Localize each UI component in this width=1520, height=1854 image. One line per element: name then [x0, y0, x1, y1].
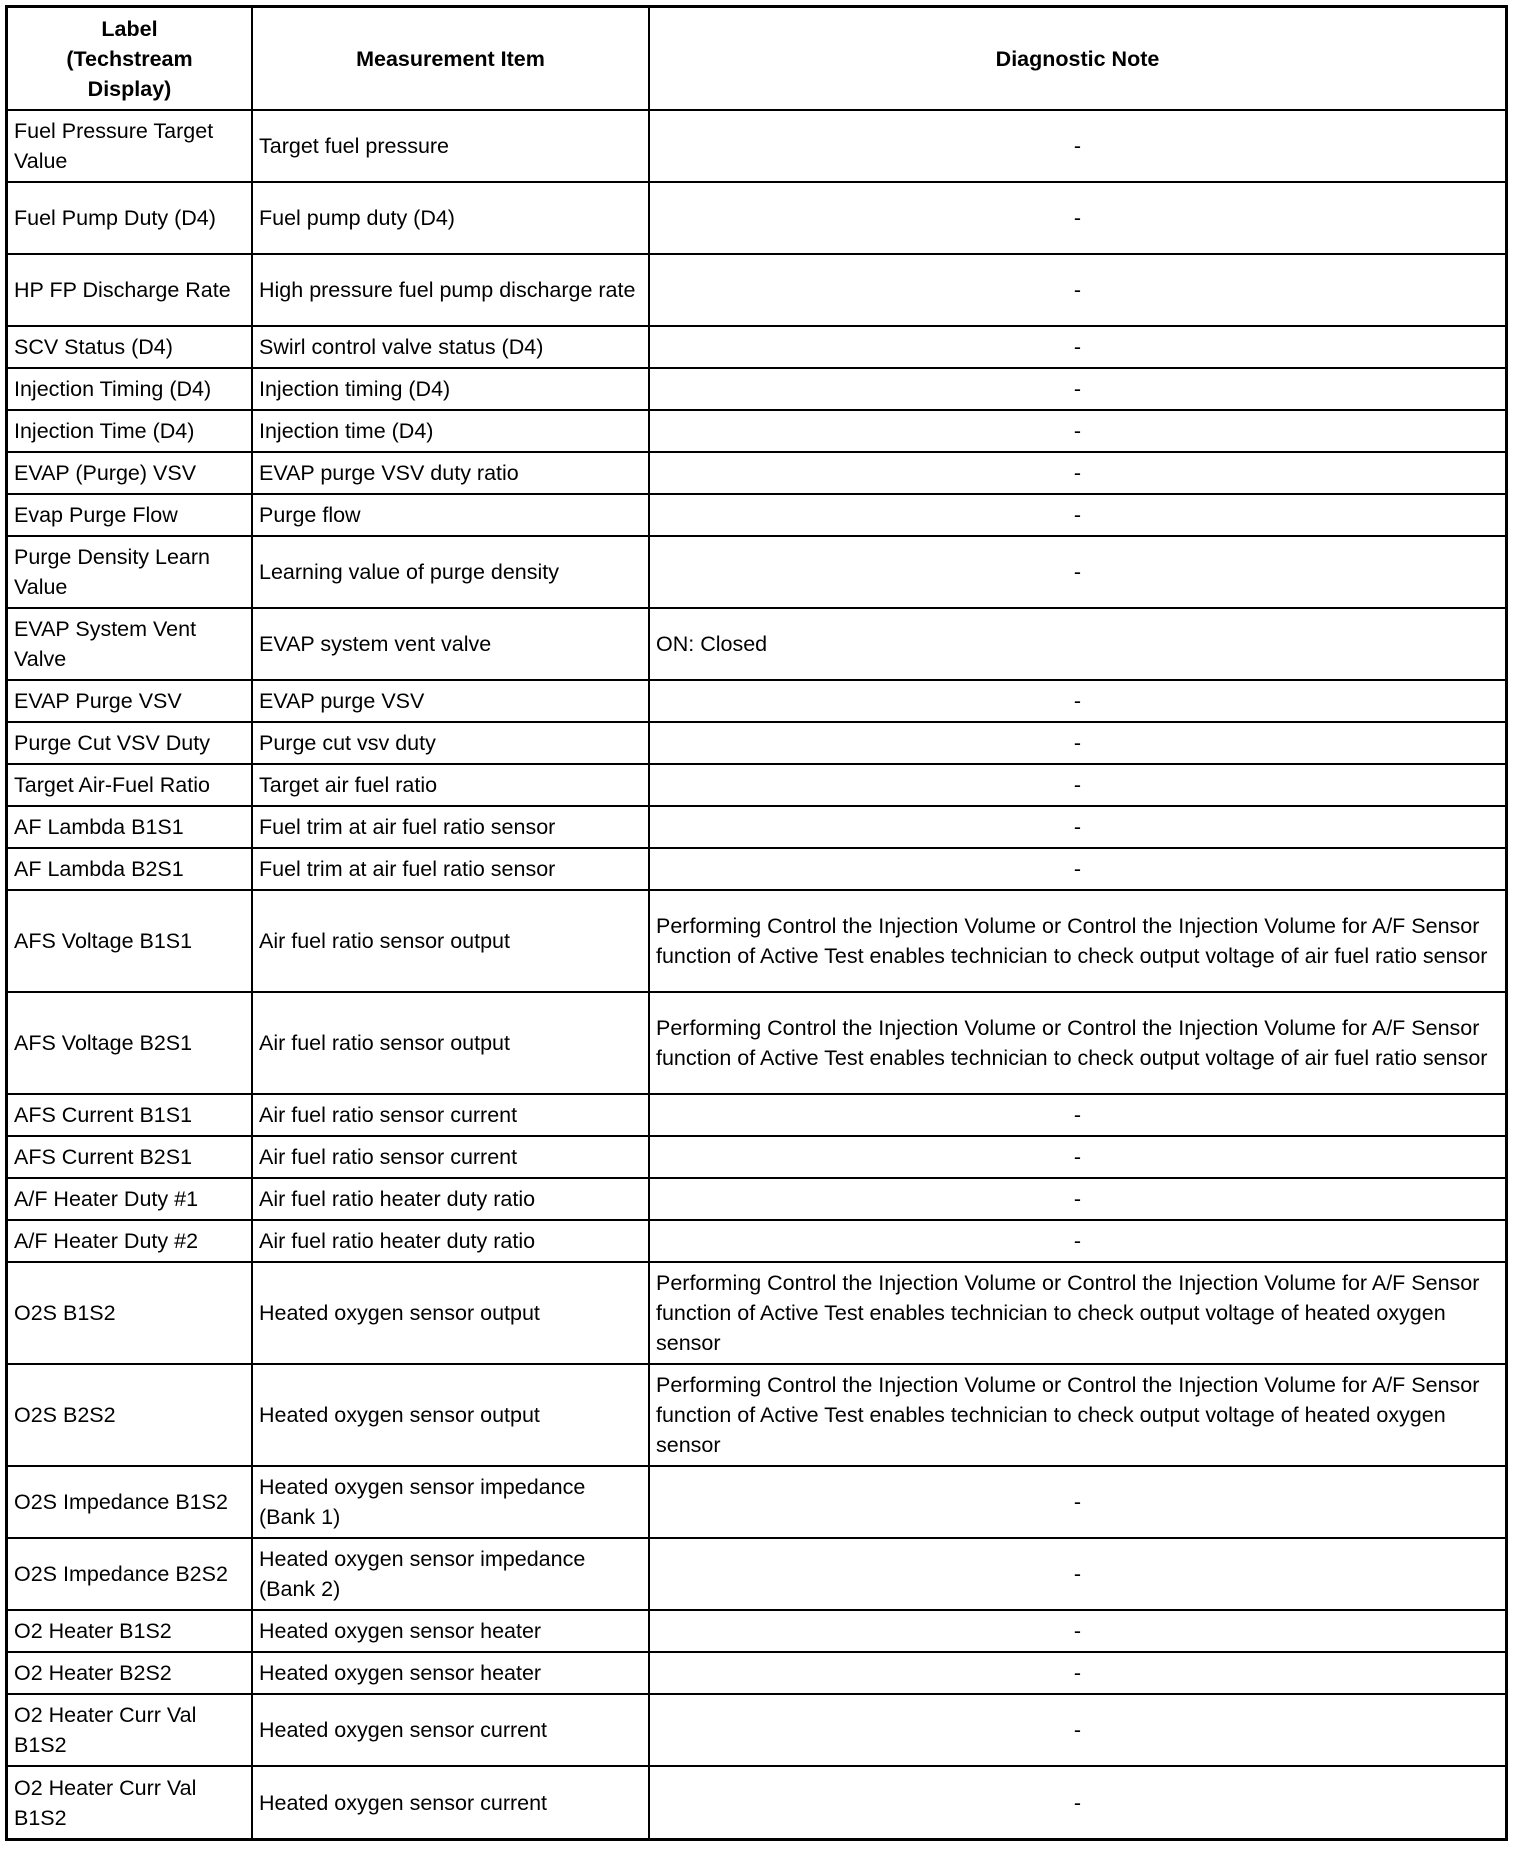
row-label-cell: O2 Heater Curr Val B1S2: [8, 1694, 252, 1766]
table-row: [8, 806, 1505, 848]
row-label-cell: EVAP System Vent Valve: [8, 608, 252, 680]
row-measurement-item-cell: High pressure fuel pump discharge rate: [252, 254, 649, 326]
row-diagnostic-note-cell: -: [649, 110, 1505, 182]
row-label-cell: O2 Heater Curr Val B1S2: [8, 1766, 252, 1838]
row-diagnostic-note-cell: -: [649, 1466, 1505, 1538]
row-diagnostic-note-cell: -: [649, 806, 1505, 848]
row-label-cell: AFS Current B2S1: [8, 1136, 252, 1178]
row-diagnostic-note-cell: ON: Closed: [649, 608, 1505, 680]
table-row: [8, 368, 1505, 410]
header-label: Label (Techstream Display): [8, 8, 252, 110]
row-label-cell: AF Lambda B2S1: [8, 848, 252, 890]
row-measurement-item-cell: Air fuel ratio sensor output: [252, 992, 649, 1094]
row-label-cell: O2S Impedance B1S2: [8, 1466, 252, 1538]
row-label-cell: Injection Time (D4): [8, 410, 252, 452]
row-measurement-item-cell: Heated oxygen sensor output: [252, 1262, 649, 1364]
row-measurement-item-cell: Purge cut vsv duty: [252, 722, 649, 764]
table-row: [8, 1610, 1505, 1652]
data-list-table: [8, 8, 1505, 1838]
table-row: [8, 1364, 1505, 1466]
row-label-cell: Purge Density Learn Value: [8, 536, 252, 608]
row-diagnostic-note-cell: -: [649, 1178, 1505, 1220]
table-row: [8, 254, 1505, 326]
table-row: [8, 1262, 1505, 1364]
row-diagnostic-note-cell: -: [649, 1136, 1505, 1178]
table-row: [8, 764, 1505, 806]
table-row: [8, 1220, 1505, 1262]
row-measurement-item-cell: Air fuel ratio sensor current: [252, 1136, 649, 1178]
row-label-cell: Fuel Pressure Target Value: [8, 110, 252, 182]
row-measurement-item-cell: Heated oxygen sensor current: [252, 1766, 649, 1838]
table-row: [8, 326, 1505, 368]
row-label-cell: O2S B1S2: [8, 1262, 252, 1364]
row-label-cell: AFS Current B1S1: [8, 1094, 252, 1136]
row-label-cell: SCV Status (D4): [8, 326, 252, 368]
row-diagnostic-note-cell: Performing Control the Injection Volume or Control the Injection Volume for A/F Sensor function of Active Test enables technician to check output voltage of heated oxygen sensor: [649, 1364, 1505, 1466]
data-list-table-container: [5, 5, 1508, 1841]
row-diagnostic-note-cell: -: [649, 1610, 1505, 1652]
row-measurement-item-cell: Heated oxygen sensor heater: [252, 1652, 649, 1694]
row-measurement-item-cell: Heated oxygen sensor output: [252, 1364, 649, 1466]
table-row: [8, 1766, 1505, 1838]
row-label-cell: O2S B2S2: [8, 1364, 252, 1466]
row-label-cell: O2 Heater B2S2: [8, 1652, 252, 1694]
header-diagnostic-note: Diagnostic Note: [649, 8, 1505, 110]
row-measurement-item-cell: Fuel trim at air fuel ratio sensor: [252, 806, 649, 848]
table-row: [8, 890, 1505, 992]
row-label-cell: AF Lambda B1S1: [8, 806, 252, 848]
table-row: [8, 494, 1505, 536]
row-measurement-item-cell: Air fuel ratio heater duty ratio: [252, 1178, 649, 1220]
table-header-row: [8, 8, 1505, 110]
row-label-cell: AFS Voltage B1S1: [8, 890, 252, 992]
row-label-cell: AFS Voltage B2S1: [8, 992, 252, 1094]
row-label-cell: O2 Heater B1S2: [8, 1610, 252, 1652]
row-diagnostic-note-cell: -: [649, 452, 1505, 494]
row-diagnostic-note-cell: -: [649, 1538, 1505, 1610]
row-measurement-item-cell: Target air fuel ratio: [252, 764, 649, 806]
row-label-cell: Fuel Pump Duty (D4): [8, 182, 252, 254]
row-label-cell: Target Air-Fuel Ratio: [8, 764, 252, 806]
table-row: [8, 722, 1505, 764]
row-measurement-item-cell: EVAP purge VSV: [252, 680, 649, 722]
row-diagnostic-note-cell: -: [649, 680, 1505, 722]
row-measurement-item-cell: Fuel trim at air fuel ratio sensor: [252, 848, 649, 890]
row-label-cell: Purge Cut VSV Duty: [8, 722, 252, 764]
row-measurement-item-cell: Target fuel pressure: [252, 110, 649, 182]
row-diagnostic-note-cell: -: [649, 536, 1505, 608]
row-diagnostic-note-cell: Performing Control the Injection Volume or Control the Injection Volume for A/F Sensor function of Active Test enables technician to check output voltage of air fuel ratio sensor: [649, 890, 1505, 992]
row-diagnostic-note-cell: -: [649, 764, 1505, 806]
table-row: [8, 452, 1505, 494]
row-measurement-item-cell: Heated oxygen sensor impedance (Bank 2): [252, 1538, 649, 1610]
table-row: [8, 992, 1505, 1094]
row-measurement-item-cell: Heated oxygen sensor impedance (Bank 1): [252, 1466, 649, 1538]
row-diagnostic-note-cell: -: [649, 182, 1505, 254]
row-diagnostic-note-cell: -: [649, 368, 1505, 410]
row-diagnostic-note-cell: -: [649, 254, 1505, 326]
row-measurement-item-cell: Learning value of purge density: [252, 536, 649, 608]
row-diagnostic-note-cell: -: [649, 722, 1505, 764]
row-diagnostic-note-cell: -: [649, 1094, 1505, 1136]
table-row: [8, 848, 1505, 890]
table-body: [8, 110, 1505, 1838]
row-measurement-item-cell: EVAP system vent valve: [252, 608, 649, 680]
row-diagnostic-note-cell: -: [649, 326, 1505, 368]
header-measurement-item: Measurement Item: [252, 8, 649, 110]
row-label-cell: EVAP (Purge) VSV: [8, 452, 252, 494]
row-label-cell: O2S Impedance B2S2: [8, 1538, 252, 1610]
row-diagnostic-note-cell: -: [649, 410, 1505, 452]
row-diagnostic-note-cell: -: [649, 1694, 1505, 1766]
table-row: [8, 1538, 1505, 1610]
row-measurement-item-cell: Injection time (D4): [252, 410, 649, 452]
row-label-cell: A/F Heater Duty #1: [8, 1178, 252, 1220]
row-measurement-item-cell: EVAP purge VSV duty ratio: [252, 452, 649, 494]
table-row: [8, 1694, 1505, 1766]
row-measurement-item-cell: Purge flow: [252, 494, 649, 536]
row-measurement-item-cell: Injection timing (D4): [252, 368, 649, 410]
row-measurement-item-cell: Air fuel ratio heater duty ratio: [252, 1220, 649, 1262]
table-row: [8, 1652, 1505, 1694]
table-row: [8, 608, 1505, 680]
row-measurement-item-cell: Swirl control valve status (D4): [252, 326, 649, 368]
table-row: [8, 110, 1505, 182]
row-measurement-item-cell: Fuel pump duty (D4): [252, 182, 649, 254]
table-row: [8, 680, 1505, 722]
row-label-cell: A/F Heater Duty #2: [8, 1220, 252, 1262]
table-row: [8, 1466, 1505, 1538]
row-label-cell: Injection Timing (D4): [8, 368, 252, 410]
row-label-cell: HP FP Discharge Rate: [8, 254, 252, 326]
row-label-cell: EVAP Purge VSV: [8, 680, 252, 722]
row-diagnostic-note-cell: Performing Control the Injection Volume or Control the Injection Volume for A/F Sensor function of Active Test enables technician to check output voltage of air fuel ratio sensor: [649, 992, 1505, 1094]
table-row: [8, 1178, 1505, 1220]
table-row: [8, 410, 1505, 452]
table-row: [8, 1094, 1505, 1136]
row-diagnostic-note-cell: -: [649, 494, 1505, 536]
row-diagnostic-note-cell: -: [649, 848, 1505, 890]
row-measurement-item-cell: Heated oxygen sensor current: [252, 1694, 649, 1766]
row-measurement-item-cell: Air fuel ratio sensor current: [252, 1094, 649, 1136]
row-diagnostic-note-cell: -: [649, 1652, 1505, 1694]
row-diagnostic-note-cell: -: [649, 1220, 1505, 1262]
row-diagnostic-note-cell: Performing Control the Injection Volume or Control the Injection Volume for A/F Sensor function of Active Test enables technician to check output voltage of heated oxygen sensor: [649, 1262, 1505, 1364]
row-measurement-item-cell: Air fuel ratio sensor output: [252, 890, 649, 992]
row-measurement-item-cell: Heated oxygen sensor heater: [252, 1610, 649, 1652]
table-row: [8, 536, 1505, 608]
table-row: [8, 1136, 1505, 1178]
table-row: [8, 182, 1505, 254]
row-diagnostic-note-cell: -: [649, 1766, 1505, 1838]
row-label-cell: Evap Purge Flow: [8, 494, 252, 536]
